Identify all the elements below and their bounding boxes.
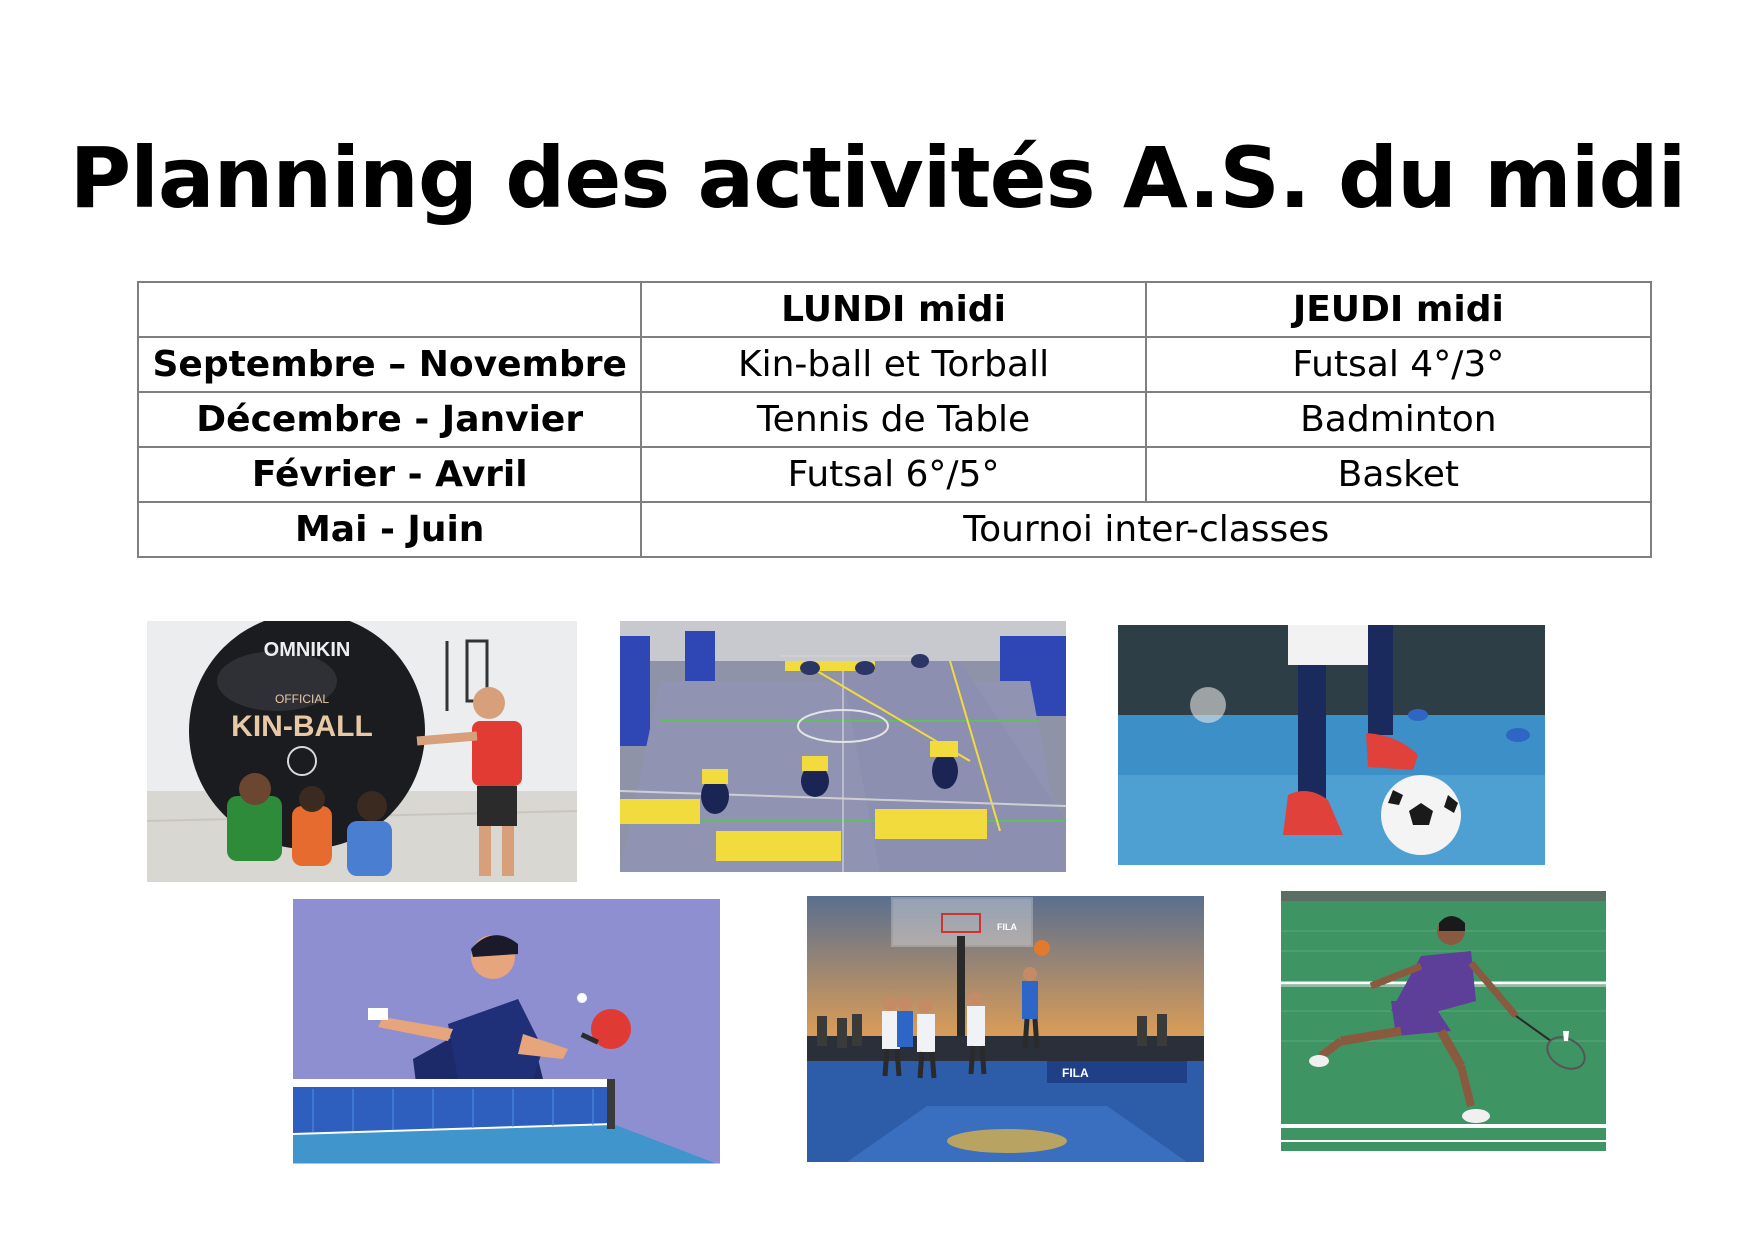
period-cell: Septembre – Novembre	[138, 337, 641, 392]
kinball-official-text: OFFICIAL	[274, 692, 330, 706]
period-cell: Mai - Juin	[138, 502, 641, 557]
table-row	[138, 337, 1651, 392]
table-row	[138, 392, 1651, 447]
table-row	[138, 502, 1651, 557]
banner-brand-text: FILA	[1062, 1066, 1089, 1080]
kinball-photo	[147, 621, 577, 882]
basketball-photo	[807, 896, 1204, 1162]
header-jeudi: JEUDI midi	[1146, 282, 1651, 337]
header-lundi: LUNDI midi	[641, 282, 1145, 337]
table-header-row	[138, 282, 1651, 337]
jeudi-cell: Badminton	[1146, 392, 1651, 447]
activity-schedule-table	[137, 281, 1652, 558]
lundi-cell: Kin-ball et Torball	[641, 337, 1145, 392]
lundi-cell: Tennis de Table	[641, 392, 1145, 447]
period-cell: Février - Avril	[138, 447, 641, 502]
kinball-brand-text: OMNIKIN	[263, 639, 351, 661]
lundi-cell: Futsal 6°/5°	[641, 447, 1145, 502]
header-corner-cell	[138, 282, 641, 337]
page-title: Planning des activités A.S. du midi	[69, 129, 1686, 227]
table-row	[138, 447, 1651, 502]
badminton-photo	[1281, 891, 1606, 1151]
torball-photo	[620, 621, 1066, 872]
kinball-logo-text: KIN-BALL	[231, 710, 373, 743]
tabletennis-photo	[293, 899, 720, 1165]
jeudi-cell: Basket	[1146, 447, 1651, 502]
jeudi-cell: Futsal 4°/3°	[1146, 337, 1651, 392]
backboard-brand-text: FILA	[997, 922, 1017, 932]
period-cell: Décembre - Janvier	[138, 392, 641, 447]
futsal-photo	[1118, 625, 1545, 865]
merged-activity-cell: Tournoi inter-classes	[641, 502, 1651, 557]
